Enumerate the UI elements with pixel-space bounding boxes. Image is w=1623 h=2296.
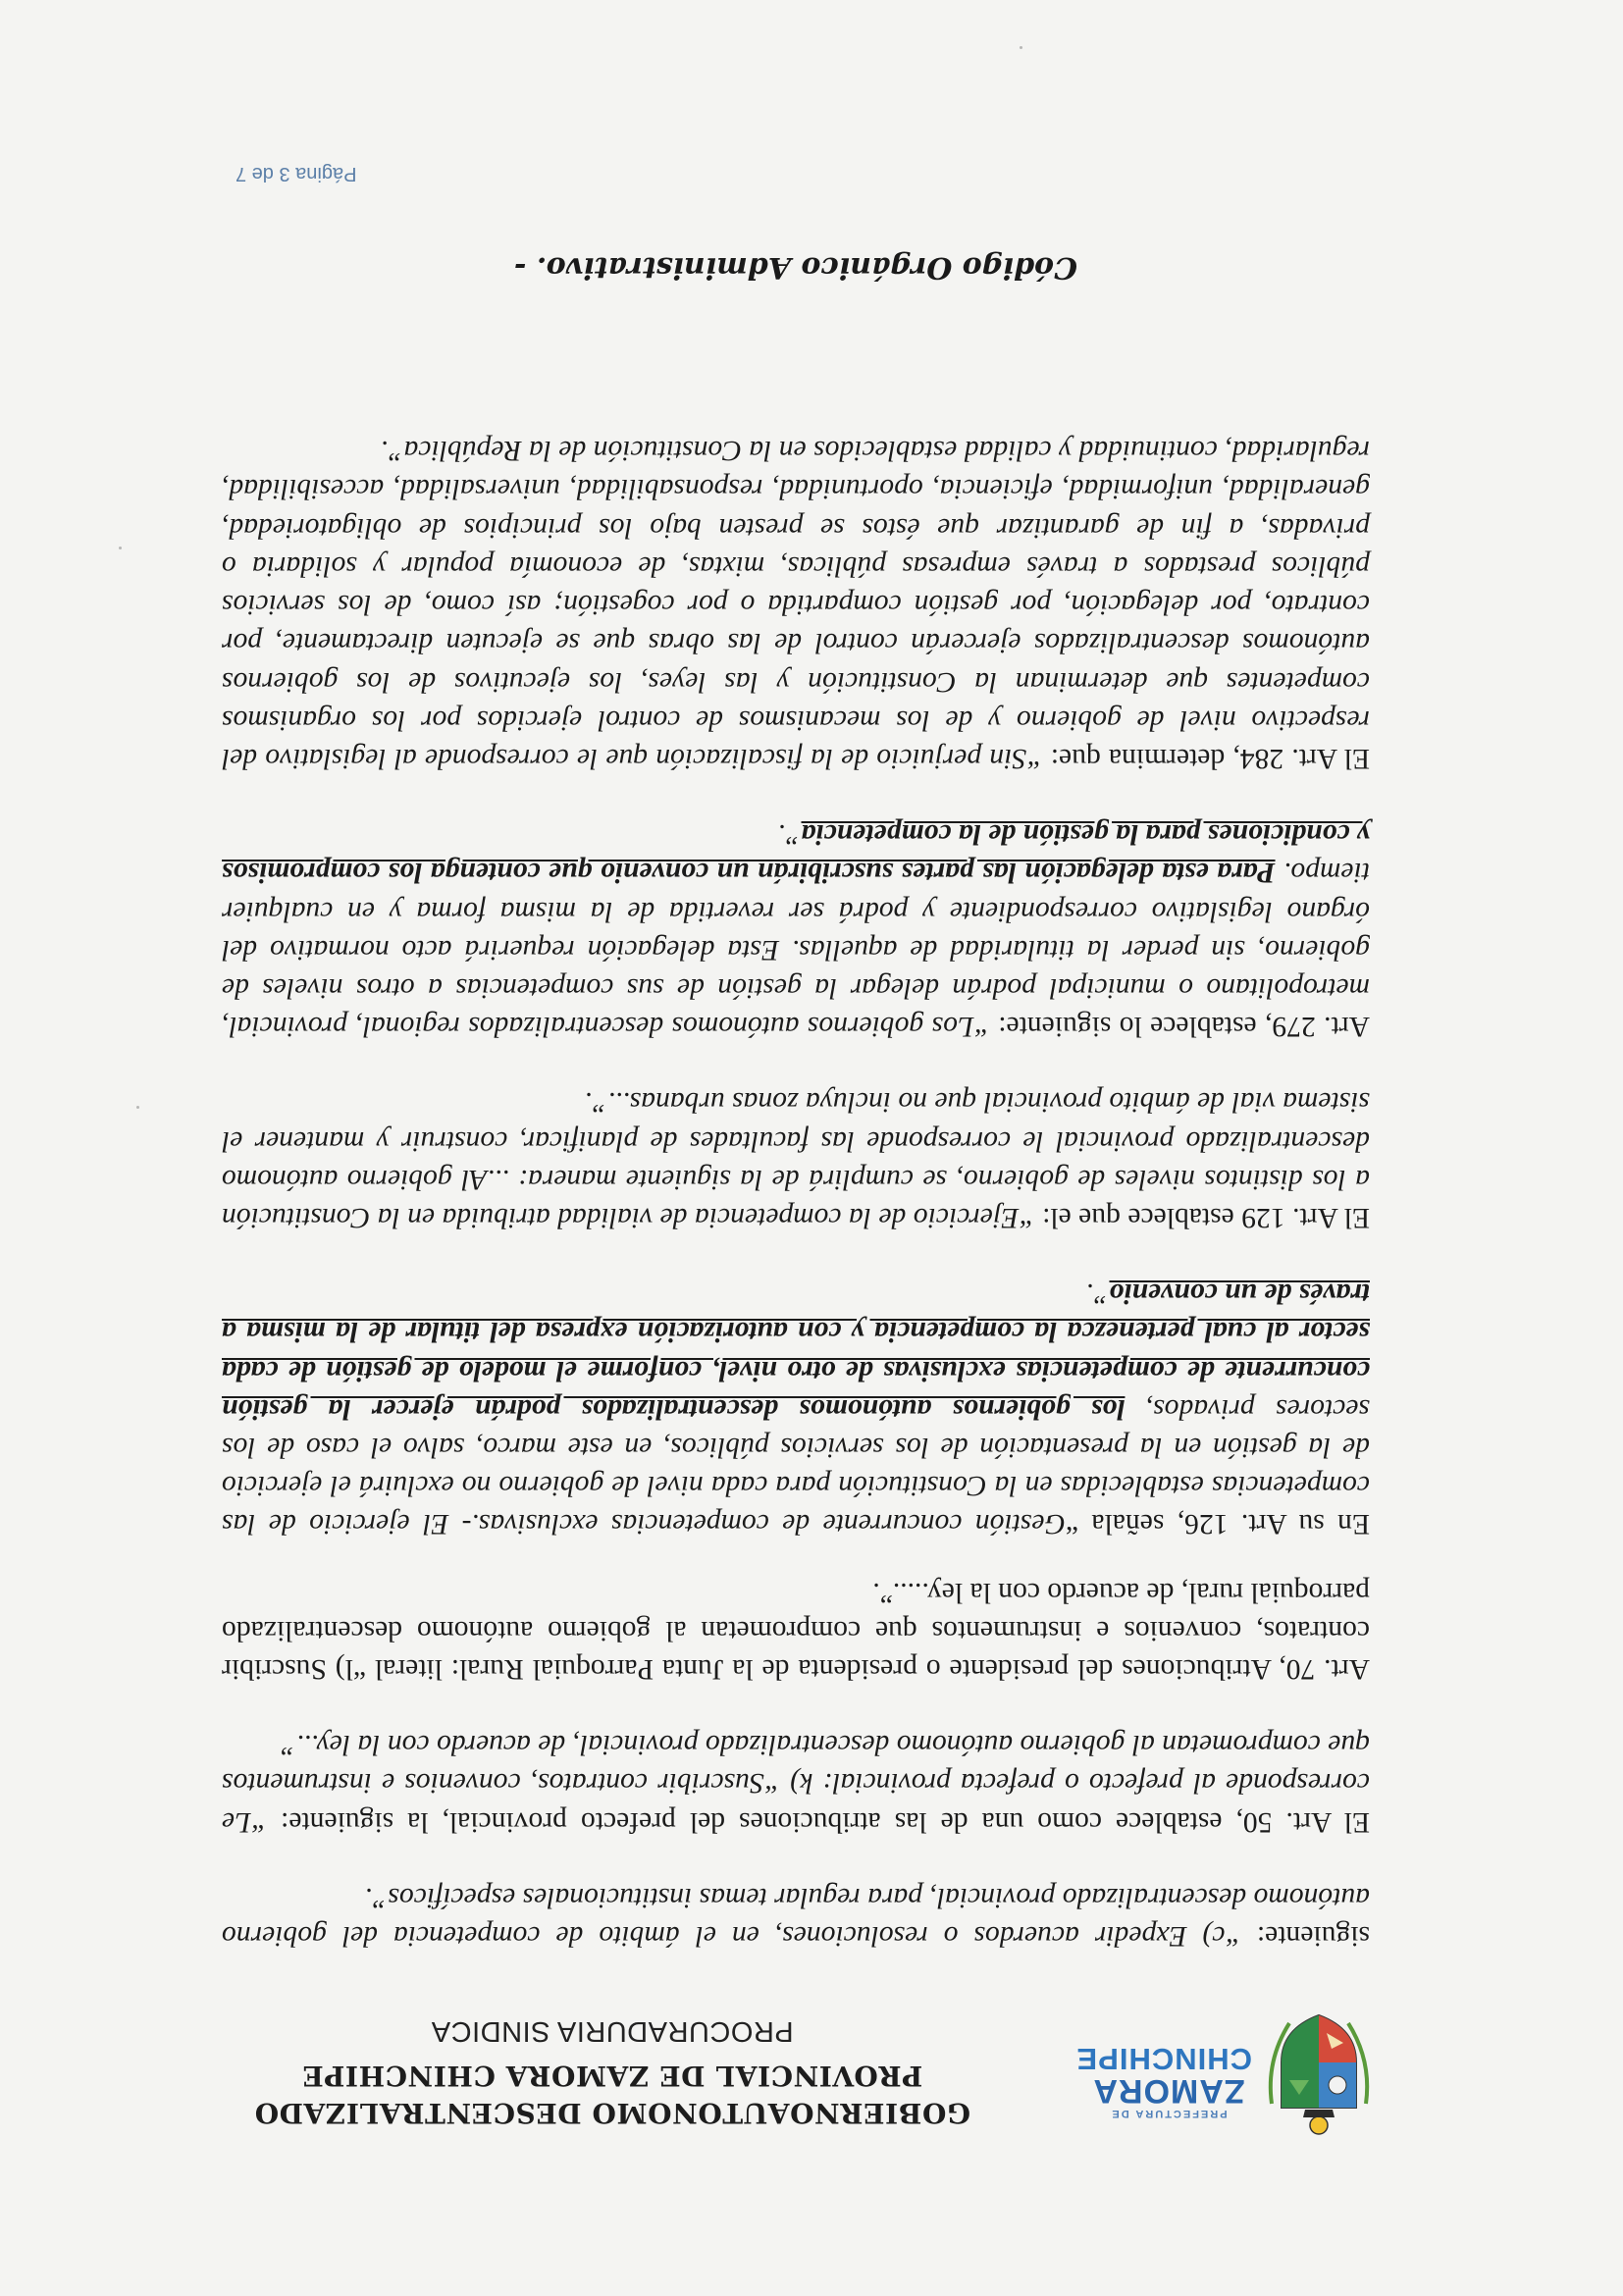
document-body: [222, 393, 1370, 1955]
paragraph: El Art. 50, establece como una de las atribuciones del prefecto provincial, la siguiente: “Le corresponde al prefecto o prefecta provincial: k) “Suscribir contratos, convenios e instrumentos que comprometan al gobierno autónomo descentralizado provincial, de acuerdo con la ley...”: [222, 1729, 1370, 1838]
paragraph: Art. 70, Atribuciones del presidente o presidenta de la Junta Parroquial Rural: literal “l) Suscribir contratos, convenios e instrumentos que comprometan al gobierno autónomo descentralizado parroquial rural, de acuerdo con la ley.....”.: [222, 1576, 1370, 1685]
highlighted-clause: Para esta delegación las partes suscribirán un convenio que contenga los compromisos y condiciones para la gestión de la competencia: [222, 818, 1370, 889]
scan-speck: [1020, 46, 1022, 49]
paragraph: En su Art. 126, señala “Gestión concurrente de competencias exclusivas.- El ejercicio de las competencias establecidas en la Constitución para cada nivel de gobierno no excluirá el ejercicio de la gestión en la presentación de los servicios públicos, en este marco, salvo el caso de los sectores privados, los gobiernos autónomos descentralizados podrán ejercer la gestión concurrente de competencias exclusivas de otro nivel, conforme el modelo de gestión de cada sector al cual pertenezca la competencia y con autorización expresa del titular de la misma a través de un convenio”.: [221, 1278, 1370, 1540]
paragraph: siguiente: “c) Expedir acuerdos o resoluciones, en el ámbito de competencia del gobierno autónomo descentralizado provincial, para regular temas institucionales específicos”.: [222, 1881, 1370, 1952]
scan-speck: [119, 547, 122, 549]
paragraph: El Art. 129 establece que el: “Ejercicio de la competencia de vialidad atribuida en la Constitución a los distintos niveles de gobierno, se cumplirá de la siguiente manera: ...Al gobierno autónomo descentralizado provincial le corresponde las facultades de planificar, construir y mantener el sistema vial de ámbito provincial que no incluya zonas urbanas...”.: [222, 1086, 1370, 1233]
paragraph: El Art. 284, determina que: “Sin perjuicio de la fiscalización que le corresponde al legislativo del respectivo nivel de gobierno y de los mecanismos de control ejercidos por los organismos competentes que determinan la Constitución y las leyes, los ejecutivos de los gobiernos autónomos descentralizados ejercerán control de las obras que se ejecuten directamente, por contrato, por delegación, por gestión compartida o por cogestión; así como, de los servicios públicos prestados a través empresas públicas, mixtas, de economía popular y solidaria o privadas, a fin de garantizar que éstos se presten bajo los principios de obligatoriedad, generalidad, uniformidad, eficiencia, oportunidad, responsabilidad, universalidad, accesibilidad, regularidad, continuidad y calidad establecidos en la Constitución de la República”.: [222, 435, 1370, 774]
institution-heading: [171, 2011, 1054, 2131]
coat-of-arms-icon: [1260, 2011, 1378, 2139]
paragraph: Art. 279, establece lo siguiente: “Los gobiernos autónomos descentralizados regional, provincial, metropolitano o municipal podrán delegar la gestión de sus competencias a otros niveles de gobierno, sin perder la titularidad de aquellas. Esta delegación requerirá acto normativo del órgano legislativo correspondiente y podrá ser revertida de la misma forma y en cualquier tiempo. Para esta delegación las partes suscribirán un convenio que contenga los compromisos y condiciones para la gestión de la competencia”.: [222, 818, 1370, 1043]
section-heading: Código Orgánico Administrativo. -: [513, 250, 1078, 285]
scan-speck: [136, 1106, 139, 1109]
highlighted-clause: los gobiernos autónomos descentralizados podrán ejercer la gestión concurrente de competencias exclusivas de otro nivel, conforme el modelo de gestión de cada sector al cual pertenezca la competencia y con autorización expresa del titular de la misma a través de un convenio: [221, 1278, 1370, 1425]
logo-wordmark: PREFECTURA DE ZAMORA CHINCHIPE: [1075, 2042, 1252, 2119]
institution-name-line2: PROVINCIAL DE ZAMORA CHINCHIPE: [301, 2060, 923, 2092]
prefectura-logo: [1075, 2011, 1378, 2139]
page-number: Página 3 de 7: [236, 163, 357, 184]
institution-name-line1: GOBIERNOAUTONOMO DESCENTRALIZADO: [254, 2097, 970, 2129]
document-header: [151, 1972, 1378, 2139]
office-name: PROCURADURIA SINDICA: [431, 2015, 794, 2047]
